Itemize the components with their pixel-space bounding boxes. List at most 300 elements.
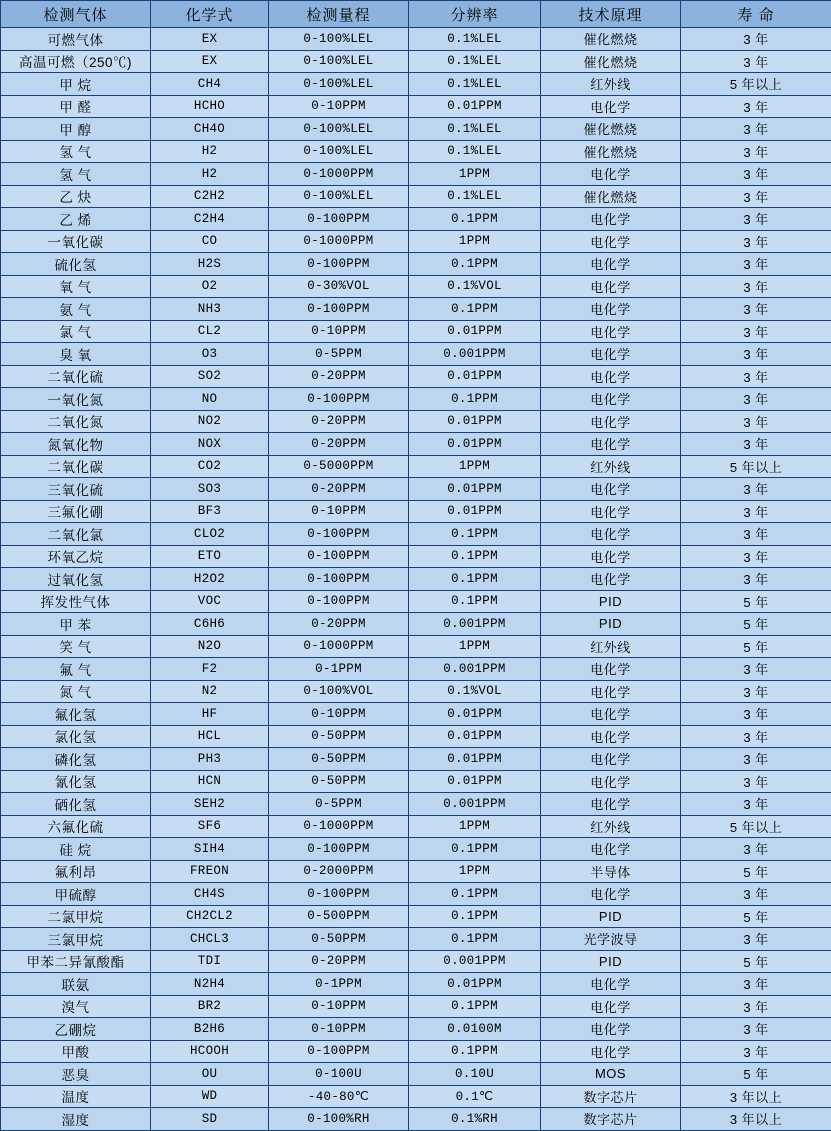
cell-resolution: 0.1%LEL [409,185,541,208]
cell-resolution: 0.1%LEL [409,118,541,141]
cell-gas: 乙 烯 [1,208,151,231]
cell-formula: B2H6 [151,1018,269,1041]
column-header-resolution: 分辨率 [409,1,541,28]
cell-formula: NH3 [151,298,269,321]
cell-gas: 硫化氢 [1,253,151,276]
cell-resolution: 0.01PPM [409,365,541,388]
cell-formula: BF3 [151,500,269,523]
cell-range: 0-50PPM [269,748,409,771]
cell-range: 0-10PPM [269,500,409,523]
cell-formula: ETO [151,545,269,568]
cell-principle: 数字芯片 [541,1085,681,1108]
cell-range: 0-20PPM [269,950,409,973]
cell-principle: MOS [541,1063,681,1086]
cell-formula: SD [151,1108,269,1131]
cell-formula: PH3 [151,748,269,771]
column-header-lifetime: 寿 命 [681,1,831,28]
cell-lifetime: 3 年 [681,410,831,433]
cell-range: 0-10PPM [269,95,409,118]
cell-lifetime: 3 年 [681,500,831,523]
cell-lifetime: 3 年 [681,388,831,411]
cell-range: 0-100PPM [269,568,409,591]
cell-principle: 电化学 [541,793,681,816]
cell-resolution: 0.001PPM [409,793,541,816]
cell-range: 0-5000PPM [269,455,409,478]
cell-range: 0-1PPM [269,658,409,681]
table-row [1,860,831,883]
cell-lifetime: 3 年 [681,118,831,141]
table-row [1,1063,831,1086]
cell-formula: EX [151,50,269,73]
cell-gas: 溴气 [1,995,151,1018]
cell-lifetime: 3 年 [681,725,831,748]
cell-resolution: 0.01PPM [409,433,541,456]
cell-formula: CL2 [151,320,269,343]
cell-formula: HCOOH [151,1040,269,1063]
table-row [1,815,831,838]
table-row [1,28,831,51]
cell-gas: 二氧化氮 [1,410,151,433]
cell-principle: 催化燃烧 [541,118,681,141]
cell-lifetime: 5 年以上 [681,455,831,478]
cell-principle: 电化学 [541,883,681,906]
cell-resolution: 0.1PPM [409,523,541,546]
cell-principle: 光学波导 [541,928,681,951]
table-row [1,388,831,411]
cell-principle: PID [541,590,681,613]
cell-lifetime: 3 年 [681,343,831,366]
table-row [1,1085,831,1108]
table-row [1,73,831,96]
cell-range: 0-100%VOL [269,680,409,703]
cell-principle: 电化学 [541,298,681,321]
cell-lifetime: 5 年 [681,635,831,658]
cell-formula: BR2 [151,995,269,1018]
cell-gas: 乙硼烷 [1,1018,151,1041]
cell-gas: 磷化氢 [1,748,151,771]
table-row [1,500,831,523]
cell-resolution: 0.1%LEL [409,140,541,163]
cell-principle: 催化燃烧 [541,50,681,73]
cell-range: -40-80℃ [269,1085,409,1108]
cell-lifetime: 3 年 [681,973,831,996]
cell-resolution: 0.01PPM [409,95,541,118]
cell-principle: 电化学 [541,973,681,996]
table-row [1,1108,831,1131]
cell-gas: 氨 气 [1,298,151,321]
cell-range: 0-20PPM [269,613,409,636]
table-row [1,635,831,658]
cell-gas: 二氯甲烷 [1,905,151,928]
cell-formula: NOX [151,433,269,456]
cell-principle: PID [541,905,681,928]
cell-range: 0-5PPM [269,793,409,816]
cell-gas: 湿度 [1,1108,151,1131]
table-row [1,568,831,591]
cell-gas: 一氧化氮 [1,388,151,411]
cell-resolution: 0.01PPM [409,703,541,726]
cell-range: 0-50PPM [269,770,409,793]
cell-principle: 半导体 [541,860,681,883]
cell-range: 0-1000PPM [269,230,409,253]
table-row [1,208,831,231]
cell-lifetime: 5 年 [681,590,831,613]
cell-gas: 氧 气 [1,275,151,298]
cell-range: 0-30%VOL [269,275,409,298]
table-row [1,343,831,366]
cell-formula: WD [151,1085,269,1108]
cell-range: 0-10PPM [269,320,409,343]
cell-principle: 电化学 [541,748,681,771]
cell-formula: H2 [151,140,269,163]
cell-range: 0-100PPM [269,545,409,568]
cell-formula: HCN [151,770,269,793]
table-row [1,298,831,321]
cell-principle: 电化学 [541,680,681,703]
table-row [1,613,831,636]
cell-gas: 甲 烷 [1,73,151,96]
cell-gas: 甲 醛 [1,95,151,118]
cell-gas: 氯 气 [1,320,151,343]
cell-lifetime: 3 年 [681,568,831,591]
cell-lifetime: 3 年 [681,793,831,816]
table-row [1,905,831,928]
cell-principle: PID [541,613,681,636]
cell-lifetime: 5 年 [681,1063,831,1086]
cell-gas: 可燃气体 [1,28,151,51]
cell-formula: NO2 [151,410,269,433]
table-row [1,838,831,861]
cell-range: 0-1000PPM [269,163,409,186]
table-row [1,658,831,681]
cell-lifetime: 3 年 [681,185,831,208]
cell-principle: 电化学 [541,410,681,433]
cell-gas: 一氧化碳 [1,230,151,253]
cell-gas: 硅 烷 [1,838,151,861]
cell-gas: 联氨 [1,973,151,996]
cell-range: 0-500PPM [269,905,409,928]
cell-lifetime: 5 年 [681,613,831,636]
cell-gas: 温度 [1,1085,151,1108]
cell-range: 0-100PPM [269,208,409,231]
cell-principle: 电化学 [541,995,681,1018]
cell-resolution: 0.01PPM [409,410,541,433]
cell-gas: 氢 气 [1,140,151,163]
cell-lifetime: 3 年 [681,478,831,501]
cell-resolution: 0.01PPM [409,478,541,501]
cell-lifetime: 3 年 [681,928,831,951]
cell-range: 0-100%LEL [269,73,409,96]
cell-resolution: 0.0100M [409,1018,541,1041]
table-row [1,545,831,568]
cell-principle: 电化学 [541,478,681,501]
table-row [1,590,831,613]
cell-principle: 数字芯片 [541,1108,681,1131]
cell-gas: 甲酸 [1,1040,151,1063]
cell-range: 0-50PPM [269,725,409,748]
cell-formula: EX [151,28,269,51]
cell-formula: C2H2 [151,185,269,208]
table-row [1,995,831,1018]
cell-gas: 高温可燃（250℃) [1,50,151,73]
cell-range: 0-100PPM [269,253,409,276]
cell-lifetime: 3 年 [681,253,831,276]
cell-gas: 甲苯二异氰酸酯 [1,950,151,973]
cell-range: 0-10PPM [269,1018,409,1041]
table-row [1,410,831,433]
cell-lifetime: 3 年 [681,298,831,321]
table-row [1,163,831,186]
cell-lifetime: 5 年以上 [681,815,831,838]
cell-gas: 乙 炔 [1,185,151,208]
cell-principle: 电化学 [541,343,681,366]
table-row [1,185,831,208]
cell-formula: OU [151,1063,269,1086]
cell-gas: 甲 醇 [1,118,151,141]
cell-principle: 电化学 [541,95,681,118]
cell-resolution: 0.1℃ [409,1085,541,1108]
cell-formula: TDI [151,950,269,973]
table-row [1,883,831,906]
cell-range: 0-100PPM [269,590,409,613]
cell-formula: CH4S [151,883,269,906]
cell-gas: 臭 氧 [1,343,151,366]
cell-gas: 氟化氢 [1,703,151,726]
cell-range: 0-20PPM [269,365,409,388]
cell-resolution: 0.1%VOL [409,275,541,298]
cell-gas: 甲硫醇 [1,883,151,906]
cell-resolution: 0.1PPM [409,590,541,613]
cell-principle: 电化学 [541,658,681,681]
table-row [1,95,831,118]
cell-lifetime: 3 年 [681,28,831,51]
cell-lifetime: 3 年以上 [681,1085,831,1108]
cell-formula: NO [151,388,269,411]
table-row [1,455,831,478]
cell-range: 0-100%LEL [269,118,409,141]
table-row [1,523,831,546]
cell-lifetime: 5 年以上 [681,73,831,96]
cell-range: 0-1000PPM [269,635,409,658]
cell-resolution: 0.10U [409,1063,541,1086]
cell-formula: H2S [151,253,269,276]
cell-range: 0-100PPM [269,838,409,861]
cell-resolution: 0.1PPM [409,995,541,1018]
cell-principle: 红外线 [541,73,681,96]
cell-formula: SIH4 [151,838,269,861]
cell-lifetime: 3 年 [681,320,831,343]
cell-range: 0-2000PPM [269,860,409,883]
cell-principle: 催化燃烧 [541,140,681,163]
cell-resolution: 0.1%LEL [409,50,541,73]
table-row [1,320,831,343]
cell-formula: HCL [151,725,269,748]
cell-principle: 电化学 [541,163,681,186]
cell-range: 0-20PPM [269,410,409,433]
cell-resolution: 0.01PPM [409,320,541,343]
cell-formula: CH4 [151,73,269,96]
cell-resolution: 0.01PPM [409,770,541,793]
table-row [1,1040,831,1063]
cell-principle: 电化学 [541,388,681,411]
cell-resolution: 0.1PPM [409,208,541,231]
cell-gas: 环氧乙烷 [1,545,151,568]
cell-lifetime: 5 年 [681,905,831,928]
table-header-row [1,1,831,28]
cell-principle: 电化学 [541,433,681,456]
cell-resolution: 1PPM [409,163,541,186]
cell-principle: 催化燃烧 [541,185,681,208]
cell-gas: 氮 气 [1,680,151,703]
table-header [1,1,831,28]
cell-resolution: 0.1PPM [409,388,541,411]
cell-gas: 氢 气 [1,163,151,186]
cell-range: 0-5PPM [269,343,409,366]
cell-gas: 三氯甲烷 [1,928,151,951]
cell-lifetime: 3 年 [681,545,831,568]
cell-principle: 红外线 [541,815,681,838]
cell-formula: H2O2 [151,568,269,591]
table-row [1,928,831,951]
cell-resolution: 1PPM [409,860,541,883]
cell-range: 0-100PPM [269,523,409,546]
cell-formula: N2O [151,635,269,658]
cell-lifetime: 3 年 [681,658,831,681]
table-row [1,253,831,276]
cell-range: 0-50PPM [269,928,409,951]
cell-resolution: 0.1PPM [409,905,541,928]
cell-lifetime: 5 年 [681,860,831,883]
cell-resolution: 1PPM [409,635,541,658]
cell-principle: 电化学 [541,275,681,298]
cell-resolution: 0.001PPM [409,950,541,973]
table-row [1,950,831,973]
cell-resolution: 0.1PPM [409,568,541,591]
cell-gas: 过氧化氢 [1,568,151,591]
cell-lifetime: 3 年 [681,95,831,118]
cell-lifetime: 3 年 [681,995,831,1018]
cell-lifetime: 3 年 [681,883,831,906]
cell-resolution: 0.001PPM [409,658,541,681]
table-row [1,365,831,388]
cell-resolution: 0.01PPM [409,748,541,771]
cell-formula: O2 [151,275,269,298]
cell-resolution: 0.1PPM [409,545,541,568]
cell-principle: 电化学 [541,365,681,388]
cell-formula: N2H4 [151,973,269,996]
cell-formula: HCHO [151,95,269,118]
cell-gas: 氟利昂 [1,860,151,883]
cell-principle: 电化学 [541,703,681,726]
cell-principle: 红外线 [541,455,681,478]
cell-formula: VOC [151,590,269,613]
cell-principle: 电化学 [541,568,681,591]
cell-gas: 六氟化硫 [1,815,151,838]
cell-formula: SF6 [151,815,269,838]
cell-gas: 氰化氢 [1,770,151,793]
cell-resolution: 0.001PPM [409,343,541,366]
cell-formula: C2H4 [151,208,269,231]
cell-lifetime: 3 年 [681,703,831,726]
cell-formula: N2 [151,680,269,703]
cell-range: 0-10PPM [269,995,409,1018]
cell-range: 0-100PPM [269,298,409,321]
cell-lifetime: 3 年 [681,1018,831,1041]
table-row [1,703,831,726]
cell-lifetime: 3 年 [681,838,831,861]
cell-lifetime: 3 年 [681,365,831,388]
cell-principle: 电化学 [541,725,681,748]
cell-range: 0-1PPM [269,973,409,996]
cell-lifetime: 3 年 [681,140,831,163]
cell-range: 0-100PPM [269,1040,409,1063]
cell-principle: 催化燃烧 [541,28,681,51]
cell-principle: 电化学 [541,545,681,568]
cell-formula: CH2CL2 [151,905,269,928]
cell-range: 0-10PPM [269,703,409,726]
cell-lifetime: 3 年以上 [681,1108,831,1131]
cell-formula: CO2 [151,455,269,478]
cell-formula: HF [151,703,269,726]
cell-range: 0-100%LEL [269,185,409,208]
table-row [1,770,831,793]
cell-resolution: 0.1PPM [409,883,541,906]
cell-gas: 二氧化硫 [1,365,151,388]
cell-range: 0-20PPM [269,478,409,501]
cell-principle: 电化学 [541,500,681,523]
cell-resolution: 0.1PPM [409,298,541,321]
cell-principle: 电化学 [541,1018,681,1041]
cell-range: 0-100%LEL [269,28,409,51]
cell-resolution: 1PPM [409,455,541,478]
column-header-formula: 化学式 [151,1,269,28]
cell-lifetime: 3 年 [681,748,831,771]
cell-principle: 电化学 [541,230,681,253]
cell-formula: CO [151,230,269,253]
cell-range: 0-20PPM [269,433,409,456]
table-row [1,680,831,703]
cell-gas: 氟 气 [1,658,151,681]
column-header-gas: 检测气体 [1,1,151,28]
cell-principle: 电化学 [541,253,681,276]
cell-resolution: 0.01PPM [409,500,541,523]
cell-formula: C6H6 [151,613,269,636]
cell-formula: SO2 [151,365,269,388]
cell-formula: CH4O [151,118,269,141]
cell-formula: CLO2 [151,523,269,546]
cell-lifetime: 3 年 [681,770,831,793]
cell-gas: 三氧化硫 [1,478,151,501]
column-header-range: 检测量程 [269,1,409,28]
cell-resolution: 0.01PPM [409,725,541,748]
cell-lifetime: 3 年 [681,275,831,298]
cell-resolution: 0.1PPM [409,253,541,276]
cell-resolution: 0.1%LEL [409,73,541,96]
cell-principle: 红外线 [541,635,681,658]
cell-principle: 电化学 [541,320,681,343]
table-body [1,28,831,1131]
cell-lifetime: 3 年 [681,230,831,253]
cell-gas: 恶臭 [1,1063,151,1086]
cell-lifetime: 3 年 [681,163,831,186]
cell-principle: 电化学 [541,1040,681,1063]
cell-lifetime: 5 年 [681,950,831,973]
cell-range: 0-1000PPM [269,815,409,838]
cell-gas: 氮氧化物 [1,433,151,456]
cell-gas: 氯化氢 [1,725,151,748]
cell-formula: CHCL3 [151,928,269,951]
cell-gas: 二氧化碳 [1,455,151,478]
